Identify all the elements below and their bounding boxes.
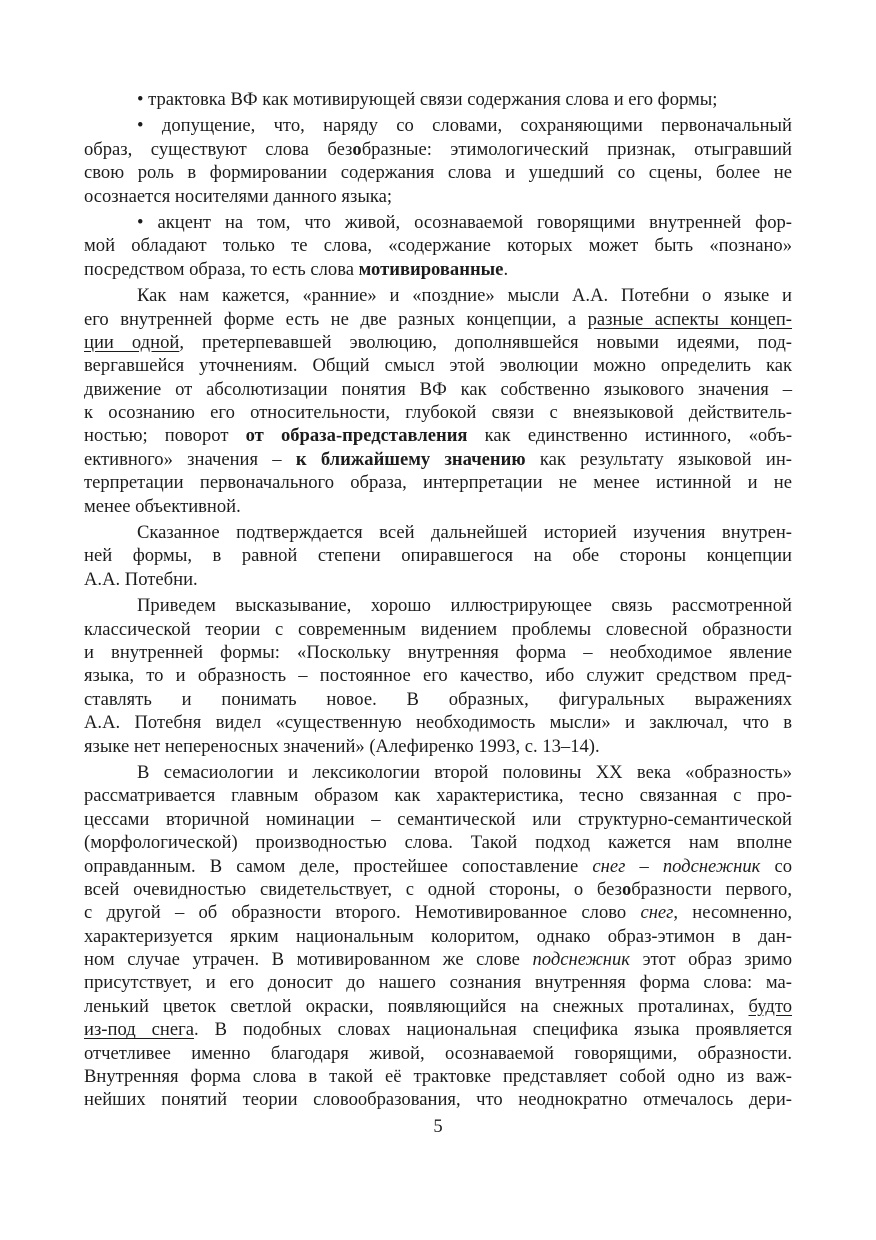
text-line [84, 258, 792, 281]
text-segment: языка, то и образность – постоянное его качество, ибо служит средством пред- [84, 665, 792, 687]
text-segment: цессами вторичной номинации – семантической или структурно-семантической [84, 808, 792, 830]
text-line [84, 161, 792, 184]
text-line [84, 1088, 792, 1111]
text-segment: • трактовка ВФ как мотивирующей связи содержания слова и его формы; [137, 89, 718, 110]
text-segment: Приведем высказывание, хорошо иллюстрирующее связь рассмотренной [137, 595, 792, 617]
text-line [84, 925, 792, 948]
text-segment: Сказанное подтверждается всей дальнейшей историей изучения внутрен- [137, 522, 792, 544]
text-segment: Как нам кажется, «ранние» и «поздние» мысли А.А. Потебни о языке и [137, 285, 792, 307]
text-line [84, 284, 792, 307]
text-segment: отчетливее именно благодаря живой, осознаваемой говорящими, образности. [84, 1042, 792, 1064]
text-line [84, 594, 792, 617]
text-segment: как единственно истинного, «объ- [467, 425, 793, 447]
text-segment: всей очевидностью свидетельствует, с одной стороны, о без [84, 878, 622, 900]
text-line [84, 688, 792, 711]
text-segment: движение от абсолютизации понятия ВФ как собственно языкового значения – [84, 378, 792, 400]
text-line [84, 735, 792, 758]
text-line [84, 308, 792, 331]
text-segment: ней формы, в равной степени опиравшегося на обе стороны концепции [84, 545, 792, 567]
paragraph [84, 284, 792, 518]
text-segment: бразные: этимологический признак, отыгравший [361, 138, 792, 160]
underlined-phrase: будто [748, 995, 792, 1017]
page-body [84, 88, 792, 1112]
text-line [84, 784, 792, 807]
text-segment: мой обладают только те слова, «содержание которых может быть «познано» [84, 235, 792, 257]
text-line [84, 831, 792, 854]
text-line [84, 521, 792, 544]
text-line [84, 378, 792, 401]
bullet-paragraph [84, 114, 792, 208]
text-segment: свою роль в формировании содержания слова и ушедший со сцены, более не [84, 162, 792, 184]
text-line [84, 114, 792, 137]
text-segment: Внутренняя форма слова в такой её трактовке представляет собой одно из важ- [84, 1066, 792, 1088]
text-segment: . [503, 258, 509, 280]
text-line [84, 641, 792, 664]
underlined-phrase: из-под снега [84, 1019, 194, 1041]
text-line [84, 185, 792, 208]
text-line [84, 618, 792, 641]
bullet-paragraph [84, 88, 792, 111]
text-line [84, 901, 792, 924]
text-line [84, 878, 792, 901]
text-line [84, 995, 792, 1018]
text-line [84, 948, 792, 971]
underlined-phrase: разные аспекты концеп- [587, 308, 792, 330]
bold-term: от образа-представления [245, 425, 468, 447]
text-line [84, 1018, 792, 1041]
text-segment: осознается носителями данного языка; [84, 185, 392, 207]
text-segment: . В подобных словах национальная специфика языка проявляется [193, 1019, 792, 1041]
paragraph [84, 761, 792, 1112]
text-segment: вергавшейся уточнениям. Общий смысл этой эволюции можно определить как [84, 355, 792, 377]
text-segment: ективного» значения – [84, 448, 296, 470]
text-segment: как результату языковой ин- [525, 448, 792, 470]
text-line [84, 711, 792, 734]
bold-term: мотивированные [358, 258, 504, 280]
text-line [84, 211, 792, 234]
text-line [84, 424, 792, 447]
text-segment: А.А. Потебни. [84, 568, 198, 590]
text-line [84, 448, 792, 471]
text-segment: В семасиологии и лексикологии второй половины XX века «образность» [137, 761, 792, 783]
text-line [84, 234, 792, 257]
text-line [84, 138, 792, 161]
text-line [84, 544, 792, 567]
stress-mark: о [621, 878, 632, 900]
text-line [84, 354, 792, 377]
text-segment: ностью; поворот [84, 425, 246, 447]
text-line [84, 331, 792, 354]
text-line [84, 971, 792, 994]
bullet-paragraph [84, 211, 792, 281]
text-line [84, 808, 792, 831]
text-segment: классической теории с современным видением проблемы словесной образности [84, 618, 792, 640]
text-segment: бразности первого, [631, 878, 793, 900]
text-line [84, 568, 792, 591]
text-line [84, 761, 792, 784]
text-segment: ставлять и понимать новое. В образных, фигуральных выражениях [84, 688, 792, 710]
text-segment: терпретации первоначального образа, интерпретации не менее истинной и не [84, 472, 792, 494]
paragraph [84, 594, 792, 758]
text-segment: со [760, 855, 792, 877]
text-line [84, 855, 792, 878]
page-number: 5 [433, 1116, 443, 1137]
text-line [84, 471, 792, 494]
text-segment: ленький цветок светлой окраски, появляющийся на снежных проталинах, [84, 995, 749, 1017]
text-segment: , несомненно, [673, 902, 792, 924]
text-segment: ном случае утрачен. В мотивированном же слове [84, 949, 533, 971]
text-segment: , претерпевавшей эволюцию, дополнявшейся новыми идеями, под- [179, 331, 792, 353]
text-segment: • акцент на том, что живой, осознаваемой говорящими внутренней фор- [137, 211, 792, 233]
italic-example: подснежник [532, 949, 631, 971]
italic-example: снег – подснежник [592, 855, 761, 877]
text-segment: с другой – об образности второго. Немотивированное слово [84, 902, 641, 924]
underlined-phrase: ции одной [84, 331, 180, 353]
text-segment: к осознанию его относительности, глубокой связи с внеязыковой действитель- [84, 402, 792, 424]
text-line [84, 88, 792, 111]
text-line [84, 495, 792, 518]
stress-mark: о [352, 138, 362, 160]
text-segment: присутствует, и его доносит до нашего сознания внутренняя форма слова: ма- [84, 972, 792, 994]
text-segment: посредством образа, то есть слова [84, 258, 359, 280]
text-line [84, 401, 792, 424]
text-segment: • допущение, что, наряду со словами, сохраняющими первоначальный [137, 115, 792, 137]
paragraph [84, 521, 792, 591]
text-segment: и внутренней формы: «Поскольку внутренняя форма – необходимое явление [84, 641, 792, 663]
bold-term: к ближайшему значению [295, 448, 526, 470]
text-line [84, 1042, 792, 1065]
text-segment: этот образ зримо [630, 949, 793, 971]
text-segment: образ, существуют слова без [84, 138, 353, 160]
text-segment: менее объективной. [84, 495, 241, 517]
text-segment: языке нет непереносных значений» (Алефиренко 1993, с. 13–14). [84, 735, 600, 757]
text-segment: характеризуется ярким национальным колоритом, однако образ-этимон в дан- [84, 925, 792, 947]
text-segment: рассматривается главным образом как характеристика, тесно связанная с про- [84, 785, 792, 807]
text-segment: (морфологической) производностью слова. Такой подход кажется нам вполне [84, 832, 792, 854]
text-line [84, 1065, 792, 1088]
text-segment: А.А. Потебня видел «существенную необходимость мысли» и заключал, что в [84, 712, 792, 734]
text-line [84, 664, 792, 687]
text-segment: его внутренней форме есть не две разных концепции, а [84, 308, 588, 330]
text-segment: оправданным. В самом деле, простейшее сопоставление [84, 855, 593, 877]
italic-example: снег [640, 902, 674, 924]
text-segment: нейших понятий теории словообразования, что неоднократно отмечалось дери- [84, 1089, 792, 1111]
